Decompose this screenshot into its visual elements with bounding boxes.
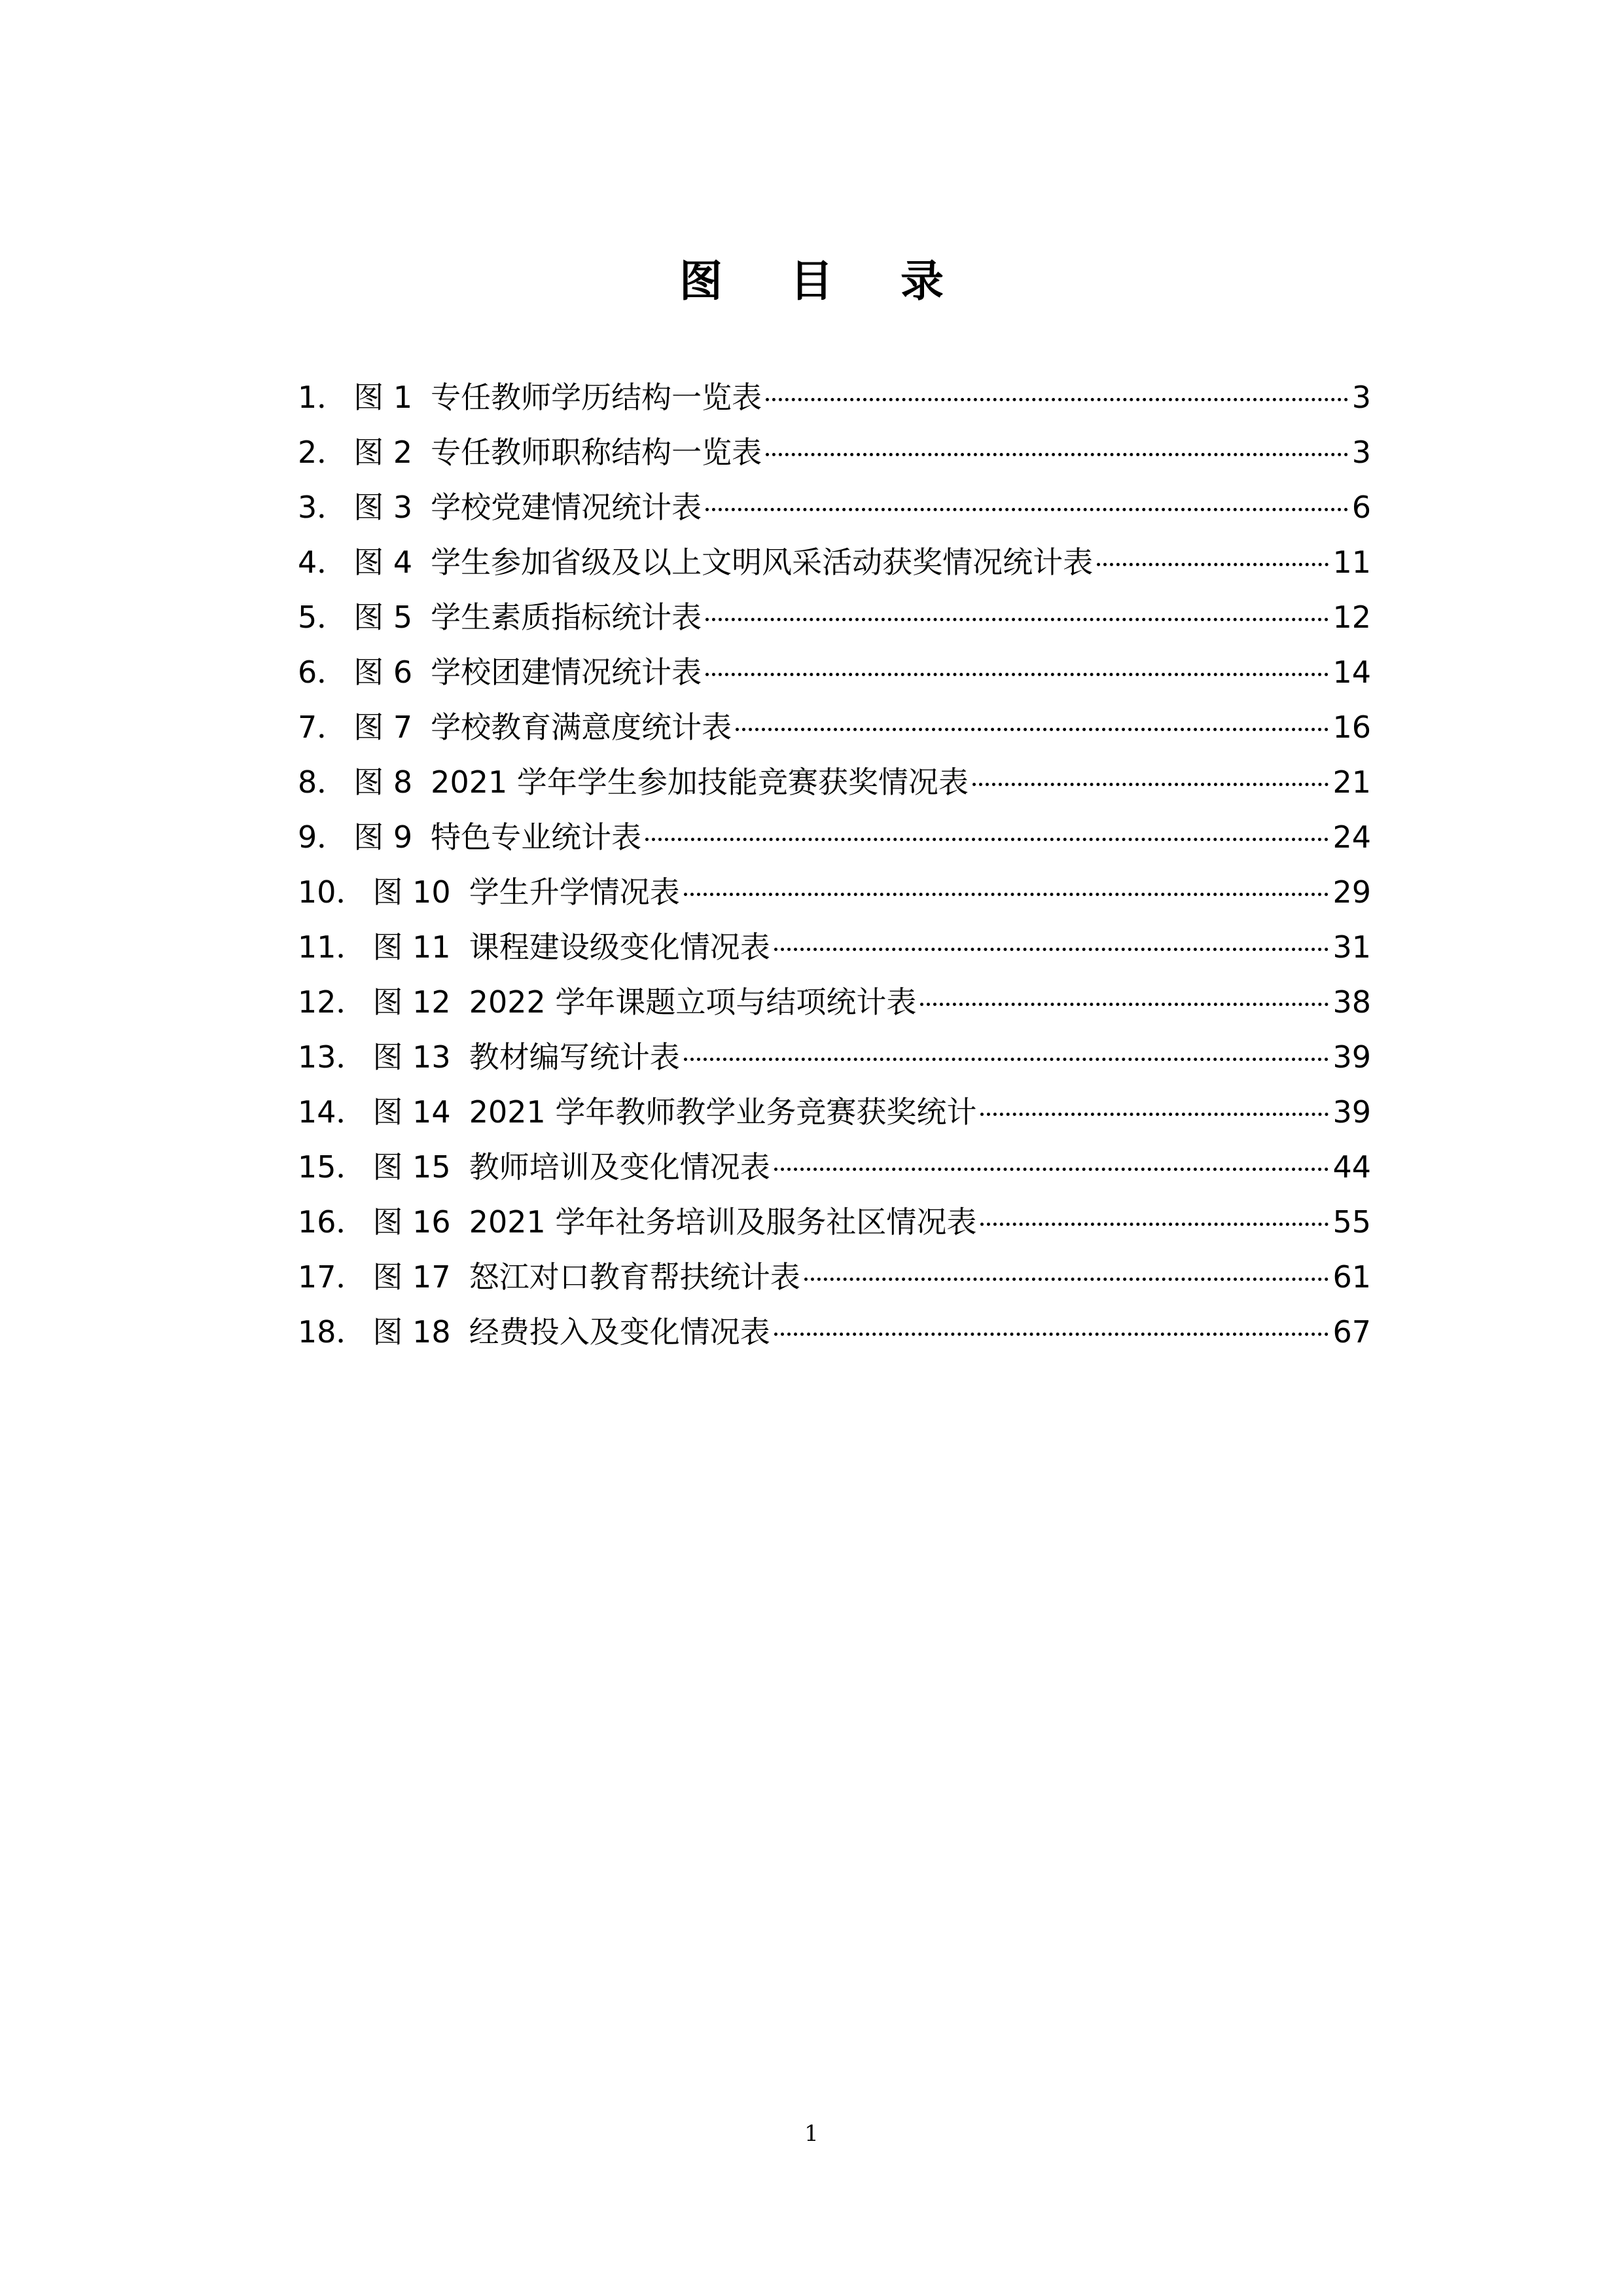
toc-entry[interactable] bbox=[298, 975, 1371, 1030]
toc-entry-number: 13． bbox=[298, 1039, 366, 1075]
toc-entry-figure-label: 图 6 bbox=[353, 655, 413, 690]
page-number: 1 bbox=[804, 2121, 819, 2147]
toc-entry-figure-label: 图 15 bbox=[372, 1149, 451, 1185]
toc-entry-dot-leader bbox=[1097, 563, 1329, 566]
toc-entry-page-number: 29 bbox=[1332, 874, 1371, 910]
toc-entry-title: 专任教师职称结构一览表 bbox=[431, 435, 762, 470]
toc-entry-page-number: 14 bbox=[1332, 655, 1371, 690]
toc-entry[interactable] bbox=[298, 865, 1371, 920]
toc-entry-number: 11． bbox=[298, 929, 366, 965]
toc-entry-page-number: 38 bbox=[1332, 984, 1371, 1020]
toc-entry-figure-label: 图 14 bbox=[372, 1094, 451, 1130]
toc-entry-dot-leader bbox=[705, 673, 1329, 676]
toc-entry-number: 14． bbox=[298, 1094, 366, 1130]
toc-entry-title: 怒江对口教育帮扶统计表 bbox=[469, 1259, 800, 1295]
toc-entry-title: 专任教师学历结构一览表 bbox=[431, 380, 762, 415]
toc-entry-figure-label: 图 17 bbox=[372, 1259, 451, 1295]
toc-entry-dot-leader bbox=[766, 398, 1348, 401]
toc-entry-page-number: 61 bbox=[1332, 1259, 1371, 1295]
toc-entry-page-number: 24 bbox=[1332, 819, 1371, 855]
toc-entry-title: 教材编写统计表 bbox=[469, 1039, 680, 1075]
toc-entry-page-number: 11 bbox=[1332, 545, 1371, 580]
toc-entry[interactable] bbox=[298, 755, 1371, 810]
toc-entry-dot-leader bbox=[705, 508, 1348, 511]
toc-entry-number: 17． bbox=[298, 1259, 366, 1295]
toc-entry[interactable] bbox=[298, 370, 1371, 425]
toc-entry[interactable] bbox=[298, 1139, 1371, 1194]
toc-entry-number: 18． bbox=[298, 1314, 366, 1350]
toc-entry-dot-leader bbox=[684, 1058, 1329, 1061]
toc-entry-figure-label: 图 12 bbox=[372, 984, 451, 1020]
toc-entry[interactable] bbox=[298, 535, 1371, 590]
toc-entry-dot-leader bbox=[684, 893, 1329, 896]
toc-entry-page-number: 6 bbox=[1351, 490, 1371, 525]
toc-entry-dot-leader bbox=[972, 783, 1329, 786]
toc-entry-title: 教师培训及变化情况表 bbox=[469, 1149, 770, 1185]
toc-entry-figure-label: 图 5 bbox=[353, 600, 413, 635]
toc-entry-title: 课程建设级变化情况表 bbox=[469, 929, 770, 965]
toc-entry-dot-leader bbox=[980, 1113, 1329, 1116]
toc-entry-title: 学校党建情况统计表 bbox=[431, 490, 702, 525]
toc-entry-number: 12． bbox=[298, 984, 366, 1020]
toc-entry[interactable] bbox=[298, 1030, 1371, 1085]
toc-entry-title: 经费投入及变化情况表 bbox=[469, 1314, 770, 1350]
toc-entry-dot-leader bbox=[705, 618, 1329, 621]
figure-table-of-contents bbox=[298, 370, 1371, 1359]
toc-entry-dot-leader bbox=[774, 948, 1329, 951]
toc-entry[interactable] bbox=[298, 1249, 1371, 1304]
toc-entry-number: 6． bbox=[298, 655, 348, 690]
toc-entry[interactable] bbox=[298, 810, 1371, 865]
toc-entry-page-number: 44 bbox=[1332, 1149, 1371, 1185]
toc-entry-number: 3． bbox=[298, 490, 348, 525]
toc-entry-figure-label: 图 2 bbox=[353, 435, 413, 470]
toc-entry[interactable] bbox=[298, 920, 1371, 975]
toc-entry-figure-label: 图 10 bbox=[372, 874, 451, 910]
toc-entry-page-number: 39 bbox=[1332, 1094, 1371, 1130]
toc-entry-number: 7． bbox=[298, 709, 348, 745]
toc-entry-page-number: 3 bbox=[1351, 435, 1371, 470]
toc-entry-number: 2． bbox=[298, 435, 348, 470]
toc-entry[interactable] bbox=[298, 1194, 1371, 1249]
toc-entry[interactable] bbox=[298, 700, 1371, 755]
toc-entry-page-number: 67 bbox=[1332, 1314, 1371, 1350]
toc-entry-page-number: 12 bbox=[1332, 600, 1371, 635]
toc-entry-title: 2021 学年学生参加技能竞赛获奖情况表 bbox=[431, 764, 969, 800]
toc-entry-page-number: 16 bbox=[1332, 709, 1371, 745]
toc-entry-title: 学校教育满意度统计表 bbox=[431, 709, 732, 745]
toc-entry-title: 学校团建情况统计表 bbox=[431, 655, 702, 690]
toc-entry-figure-label: 图 4 bbox=[353, 545, 413, 580]
toc-entry[interactable] bbox=[298, 1304, 1371, 1359]
toc-entry-page-number: 31 bbox=[1332, 929, 1371, 965]
page-title: 图 目 录 bbox=[679, 256, 970, 306]
toc-entry-number: 9． bbox=[298, 819, 348, 855]
toc-entry[interactable] bbox=[298, 645, 1371, 700]
toc-entry[interactable] bbox=[298, 1085, 1371, 1139]
toc-entry-figure-label: 图 18 bbox=[372, 1314, 451, 1350]
toc-entry-title: 2021 学年社务培训及服务社区情况表 bbox=[469, 1204, 977, 1240]
toc-entry-page-number: 39 bbox=[1332, 1039, 1371, 1075]
toc-entry[interactable] bbox=[298, 590, 1371, 645]
toc-entry-page-number: 21 bbox=[1332, 764, 1371, 800]
toc-entry-number: 16． bbox=[298, 1204, 366, 1240]
toc-entry-number: 15． bbox=[298, 1149, 366, 1185]
toc-entry-dot-leader bbox=[774, 1168, 1329, 1171]
toc-entry-dot-leader bbox=[804, 1278, 1329, 1281]
toc-entry-number: 1． bbox=[298, 380, 348, 415]
toc-entry-figure-label: 图 13 bbox=[372, 1039, 451, 1075]
toc-entry-dot-leader bbox=[774, 1333, 1329, 1336]
toc-entry[interactable] bbox=[298, 480, 1371, 535]
toc-entry-dot-leader bbox=[736, 728, 1329, 731]
toc-entry-figure-label: 图 16 bbox=[372, 1204, 451, 1240]
toc-entry-figure-label: 图 1 bbox=[353, 380, 413, 415]
toc-entry-title: 学生素质指标统计表 bbox=[431, 600, 702, 635]
toc-entry-figure-label: 图 9 bbox=[353, 819, 413, 855]
toc-entry-number: 10． bbox=[298, 874, 366, 910]
toc-entry-figure-label: 图 7 bbox=[353, 709, 413, 745]
toc-entry-figure-label: 图 11 bbox=[372, 929, 451, 965]
toc-entry-page-number: 55 bbox=[1332, 1204, 1371, 1240]
toc-entry-figure-label: 图 3 bbox=[353, 490, 413, 525]
toc-entry-title: 2021 学年教师教学业务竞赛获奖统计 bbox=[469, 1094, 977, 1130]
toc-entry-title: 2022 学年课题立项与结项统计表 bbox=[469, 984, 917, 1020]
toc-entry-number: 8． bbox=[298, 764, 348, 800]
toc-entry-dot-leader bbox=[980, 1223, 1329, 1226]
toc-entry-number: 5． bbox=[298, 600, 348, 635]
toc-entry-dot-leader bbox=[645, 838, 1329, 841]
toc-entry-title: 特色专业统计表 bbox=[431, 819, 642, 855]
toc-entry-dot-leader bbox=[766, 453, 1348, 456]
toc-entry-figure-label: 图 8 bbox=[353, 764, 413, 800]
toc-entry-dot-leader bbox=[920, 1003, 1329, 1006]
toc-entry-title: 学生参加省级及以上文明风采活动获奖情况统计表 bbox=[431, 545, 1094, 580]
toc-entry-page-number: 3 bbox=[1351, 380, 1371, 415]
toc-entry-title: 学生升学情况表 bbox=[469, 874, 680, 910]
toc-entry[interactable] bbox=[298, 425, 1371, 480]
toc-entry-number: 4． bbox=[298, 545, 348, 580]
